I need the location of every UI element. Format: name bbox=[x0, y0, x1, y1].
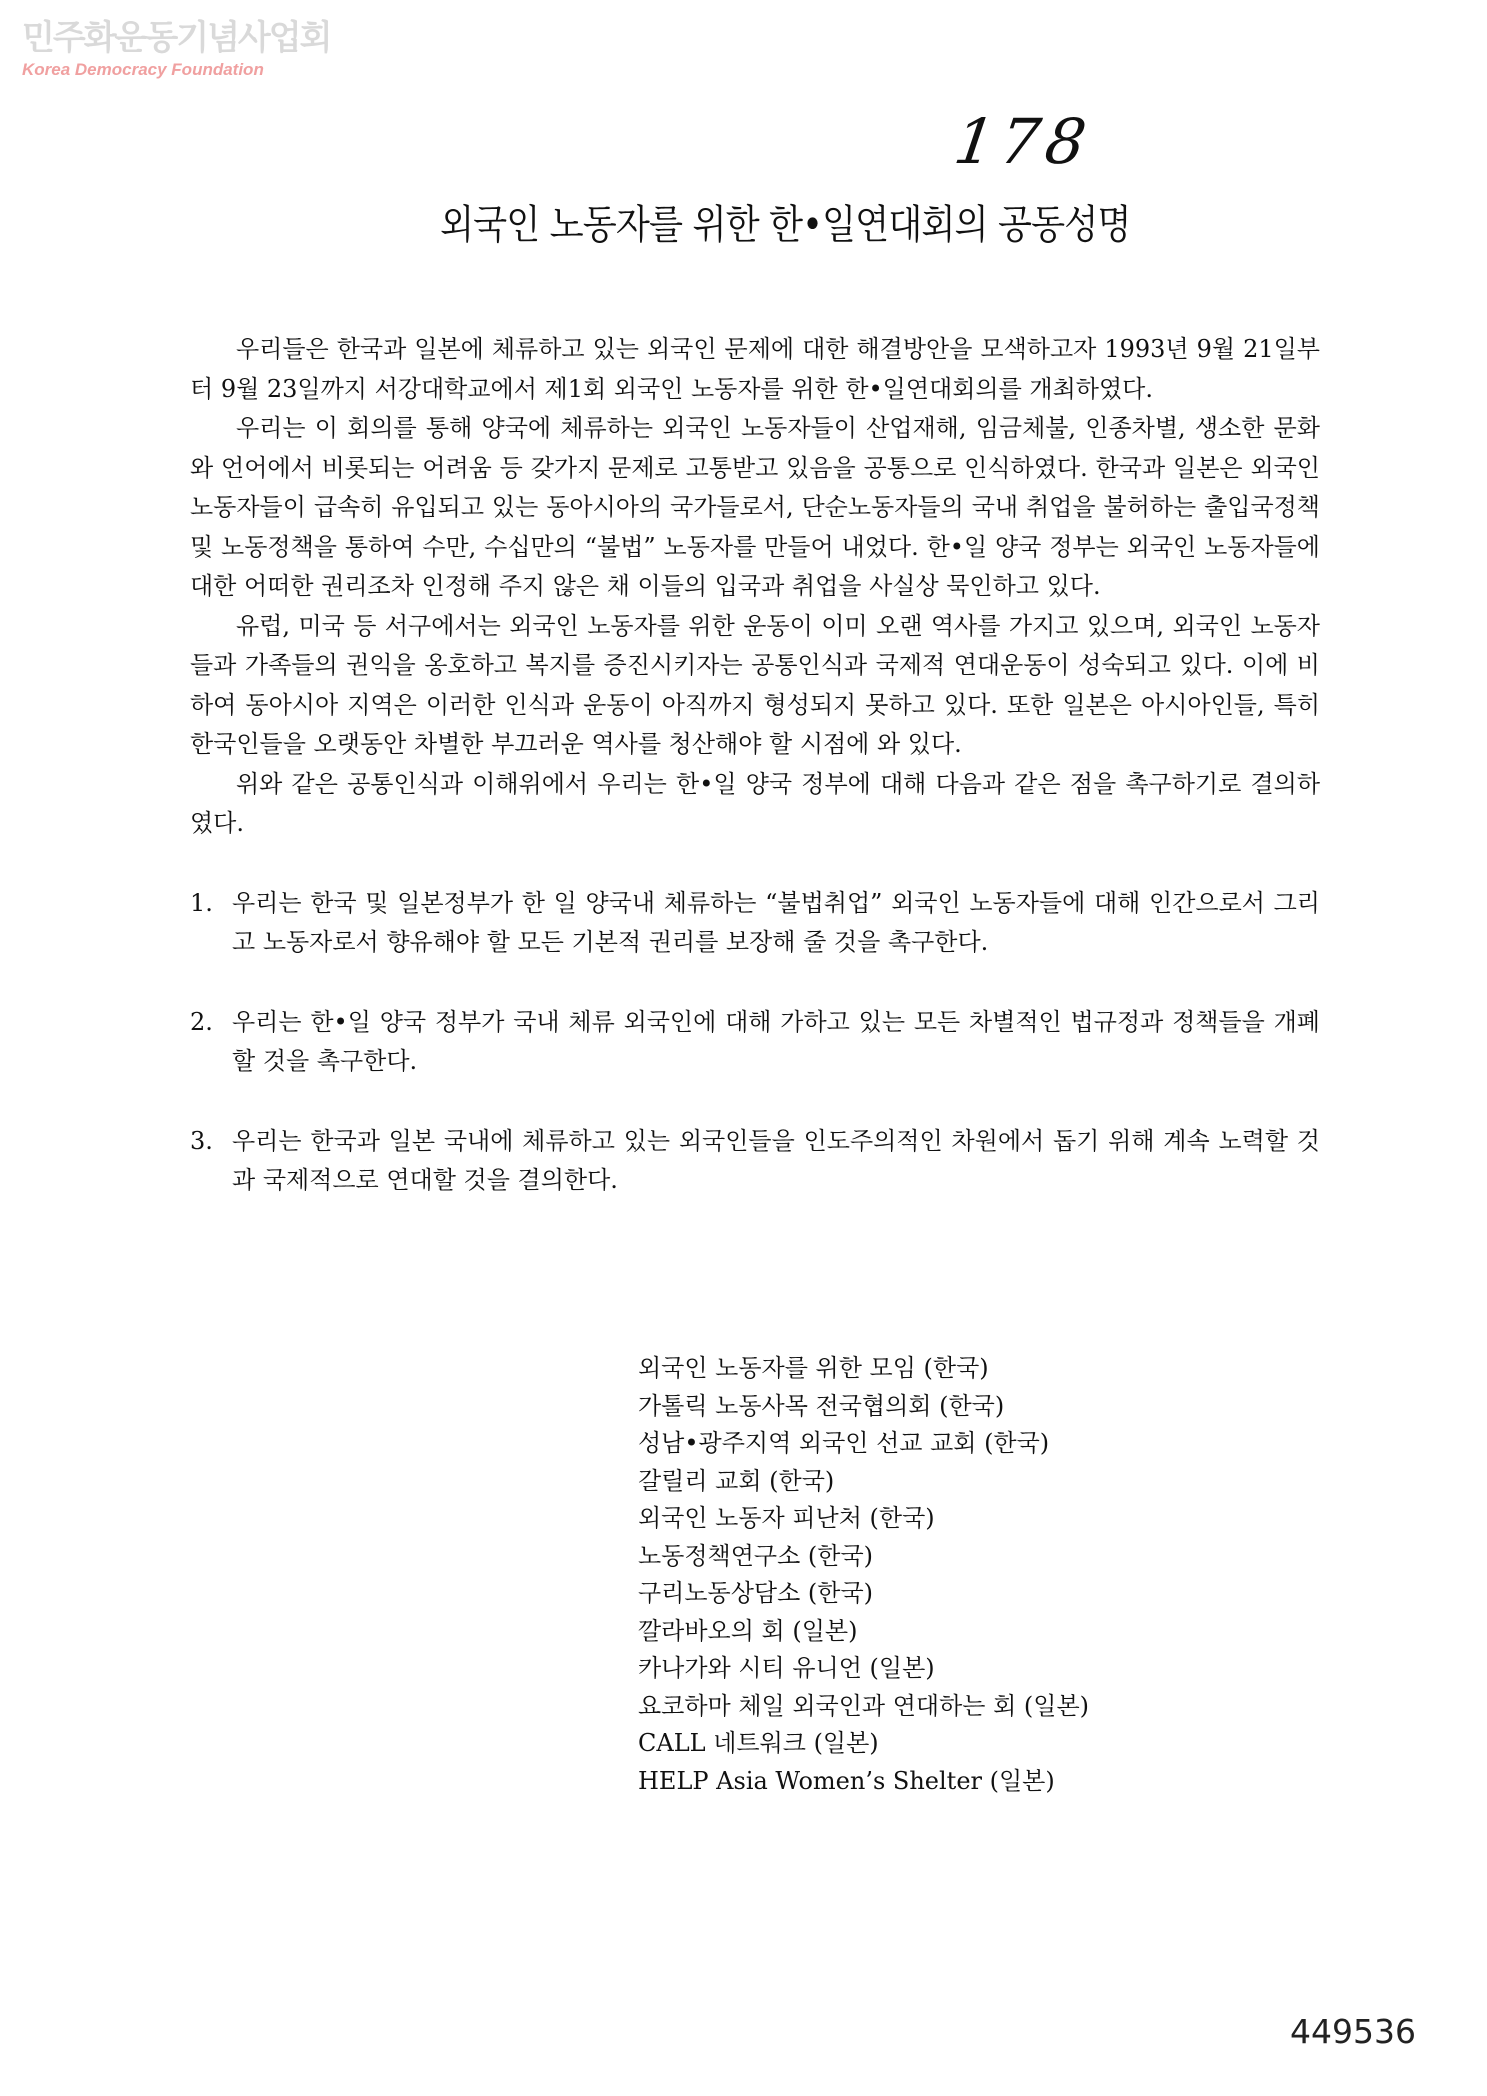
resolution-text: 우리는 한국과 일본 국내에 체류하고 있는 외국인들을 인도주의적인 차원에서 돕기 위해 계속 노력할 것과 국제적으로 연대할 것을 결의한다. bbox=[232, 1126, 1320, 1194]
handwritten-page-number: 178 bbox=[949, 105, 1097, 178]
signatory: 성남•광주지역 외국인 선교 교회 (한국) bbox=[638, 1429, 1050, 1457]
signatory: 카나가와 시티 유니언 (일본) bbox=[638, 1654, 935, 1682]
resolution-text: 우리는 한•일 양국 정부가 국내 체류 외국인에 대해 가하고 있는 모든 차별적인 법규정과 정책들을 개폐할 것을 촉구한다. bbox=[232, 1007, 1320, 1075]
signatory: 노동정책연구소 (한국) bbox=[638, 1541, 874, 1570]
paragraph-1: 우리들은 한국과 일본에 체류하고 있는 외국인 문제에 대한 해결방안을 모색하고자 1993년 9월 21일부터 9월 23일까지 서강대학교에서 제1회 외국인 노동자를 위한 한•일연대회의를 개최하였다. bbox=[190, 335, 1320, 403]
signatory: CALL 네트워크 (일본) bbox=[638, 1729, 879, 1757]
resolution-number: 2. bbox=[190, 1007, 213, 1036]
watermark-korean: 민주화운동기념사업회 bbox=[22, 18, 331, 58]
resolution-number: 3. bbox=[190, 1126, 213, 1155]
signatory: 가톨릭 노동사목 전국협의회 (한국) bbox=[638, 1391, 1005, 1420]
signatory: HELP Asia Women’s Shelter (일본) bbox=[638, 1766, 1055, 1795]
resolution-text: 우리는 한국 및 일본정부가 한 일 양국내 체류하는 “불법취업” 외국인 노동자들에 대해 인간으로서 그리고 노동자로서 향유해야 할 모든 기본적 권리를 보장해 줄 것을 촉구한다. bbox=[232, 888, 1320, 956]
signatory-list bbox=[638, 1350, 1089, 1800]
paragraph-2: 우리는 이 회의를 통해 양국에 체류하는 외국인 노동자들이 산업재해, 임금체불, 인종차별, 생소한 문화와 언어에서 비롯되는 어려움 등 갖가지 문제로 고통받고 있음을 공통으로 인식하였다. 한국과 일본은 외국인 노동자들이 급속히 유입되고 있는 동아시아의 국가들로서, 단순노동자들의 국내 취업을 불허하는 출입국정책 및 노동정책을 통하여 수만, 수십만의 “불법” 노동자를 만들어 내었다. 한•일 양국 정부는 외국인 노동자들에 대한 어떠한 권리조차 인정해 주지 않은 채 이들의 입국과 취업을 사실상 묵인하고 있다. bbox=[190, 414, 1320, 600]
signatory: 요코하마 체일 외국인과 연대하는 회 (일본) bbox=[638, 1691, 1089, 1720]
watermark-logo bbox=[22, 18, 330, 80]
signatory: 외국인 노동자를 위한 모임 (한국) bbox=[638, 1354, 989, 1382]
signatory: 깔라바오의 회 (일본) bbox=[638, 1616, 858, 1645]
statement-body bbox=[190, 330, 1320, 1241]
document-title: 외국인 노동자를 위한 한•일연대회의 공동성명 bbox=[440, 202, 1131, 248]
resolution-item bbox=[190, 1003, 1320, 1082]
signatory: 구리노동상담소 (한국) bbox=[638, 1579, 874, 1607]
paragraph-3: 유럽, 미국 등 서구에서는 외국인 노동자를 위한 운동이 이미 오랜 역사를 가지고 있으며, 외국인 노동자들과 가족들의 권익을 옹호하고 복지를 증진시키자는 공통인식과 국제적 연대운동이 성숙되고 있다. 이에 비하여 동아시아 지역은 이러한 인식과 운동이 아직까지 형성되지 못하고 있다. 또한 일본은 아시아인들, 특히 한국인들을 오랫동안 차별한 부끄러운 역사를 청산해야 할 시점에 와 있다. bbox=[190, 611, 1320, 758]
paragraph-4: 위와 같은 공통인식과 이해위에서 우리는 한•일 양국 정부에 대해 다음과 같은 점을 촉구하기로 결의하였다. bbox=[190, 769, 1320, 837]
resolution-number: 1. bbox=[190, 888, 213, 917]
resolution-item bbox=[190, 1122, 1320, 1201]
resolution-item bbox=[190, 884, 1320, 963]
document-number: 449536 bbox=[1290, 2012, 1416, 2051]
signatory: 외국인 노동자 피난처 (한국) bbox=[638, 1504, 935, 1532]
watermark-english: Korea Democracy Foundation bbox=[22, 60, 264, 79]
signatory: 갈릴리 교회 (한국) bbox=[638, 1466, 835, 1495]
resolution-list bbox=[190, 884, 1320, 1201]
